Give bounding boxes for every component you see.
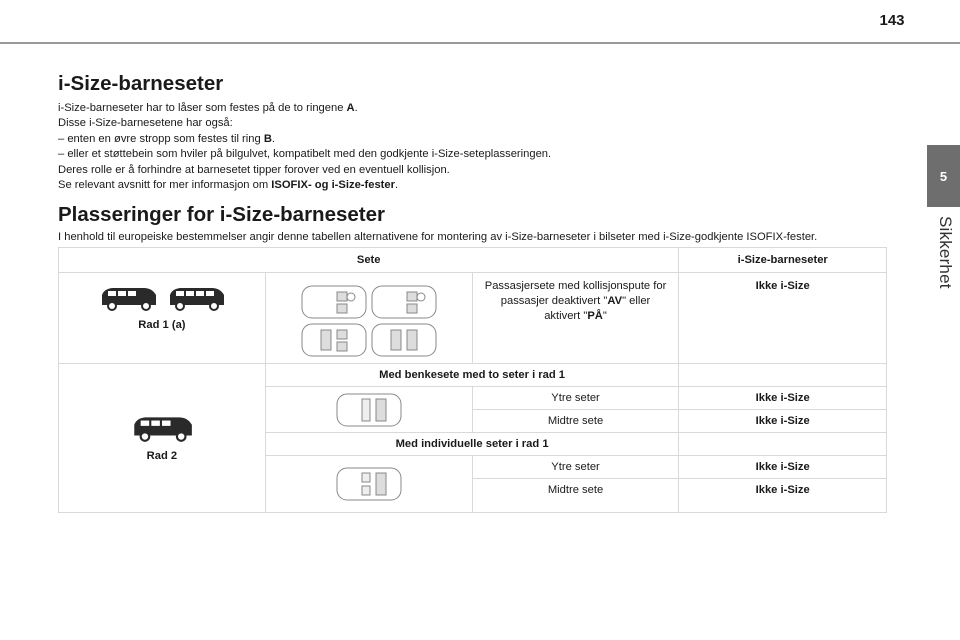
van-side-icon bbox=[98, 285, 158, 311]
group2-middle-value: Ikke i-Size bbox=[679, 479, 887, 513]
group2-layout-cell bbox=[265, 456, 472, 513]
seat-layout-icon bbox=[371, 285, 437, 319]
group1-layout-cell bbox=[265, 387, 472, 433]
row1-layout-cell bbox=[265, 273, 472, 364]
van-side-icon bbox=[166, 285, 226, 311]
group1-title-empty bbox=[679, 364, 887, 387]
seat-layout-icon bbox=[301, 323, 367, 357]
intro-line-3: – enten en øvre stropp som festes til ring B. bbox=[58, 132, 276, 145]
group2-outer: Ytre seter bbox=[472, 456, 679, 479]
row2-label: Rad 2 bbox=[146, 450, 178, 462]
row1-description: Passasjersete med kollisjonspute for passasjer deaktivert "AV" eller aktivert "PÅ" bbox=[472, 273, 679, 364]
intro-line-6: Se relevant avsnitt for mer informasjon om ISOFIX- og i-Size-fester. bbox=[58, 179, 399, 192]
header-seat: Sete bbox=[59, 248, 679, 273]
seat-layout-icon bbox=[371, 323, 437, 357]
group1-middle-value: Ikke i-Size bbox=[679, 410, 887, 433]
row1-seat-cell bbox=[59, 273, 266, 364]
row1-value: Ikke i-Size bbox=[679, 273, 887, 364]
van-side-icon bbox=[130, 414, 194, 442]
group2-title: Med individuelle seter i rad 1 bbox=[265, 433, 679, 456]
row1-label: Rad 1 (a) bbox=[138, 319, 186, 331]
row2-seat-cell bbox=[59, 364, 266, 513]
page-number: 143 bbox=[879, 12, 905, 29]
seat-layout-icon bbox=[336, 393, 402, 427]
header-divider bbox=[0, 42, 960, 44]
chapter-tab[interactable]: 5 bbox=[927, 145, 960, 207]
intro-line-1: i-Size-barneseter har to låser som festes på de to ringene A. bbox=[58, 102, 358, 114]
seat-layout-icon bbox=[301, 285, 367, 319]
section-title-placements: Plasseringer for i-Size-barneseter bbox=[58, 203, 385, 226]
header-isize: i-Size-barneseter bbox=[679, 248, 887, 273]
section-title-isize: i-Size-barneseter bbox=[58, 72, 224, 95]
group2-middle: Midtre sete bbox=[472, 479, 679, 513]
intro-text bbox=[58, 101, 918, 193]
intro-line-5: Deres rolle er å forhindre at barnesetet tipper forover ved en eventuell kollisjon. bbox=[58, 163, 450, 176]
intro-line-2: Disse i-Size-barnesetene har også: bbox=[58, 117, 233, 130]
group2-title-empty bbox=[679, 433, 887, 456]
isize-placement-table bbox=[58, 247, 887, 513]
seat-layout-icon bbox=[336, 467, 402, 501]
group1-outer-value: Ikke i-Size bbox=[679, 387, 887, 410]
intro-line-4: – eller et støttebein som hviler på bilgulvet, kompatibelt med den godkjente i-Size-seteplasseringen. bbox=[58, 148, 552, 161]
group1-middle: Midtre sete bbox=[472, 410, 679, 433]
chapter-label: Sikkerhet bbox=[936, 216, 955, 289]
placements-lead: I henhold til europeiske bestemmelser angir denne tabellen alternativene for montering av i-Size-barneseter i bilseter med i-Size-godkjente ISOFIX-fester. bbox=[58, 231, 818, 243]
group1-outer: Ytre seter bbox=[472, 387, 679, 410]
group2-outer-value: Ikke i-Size bbox=[679, 456, 887, 479]
group1-title: Med benkesete med to seter i rad 1 bbox=[265, 364, 679, 387]
